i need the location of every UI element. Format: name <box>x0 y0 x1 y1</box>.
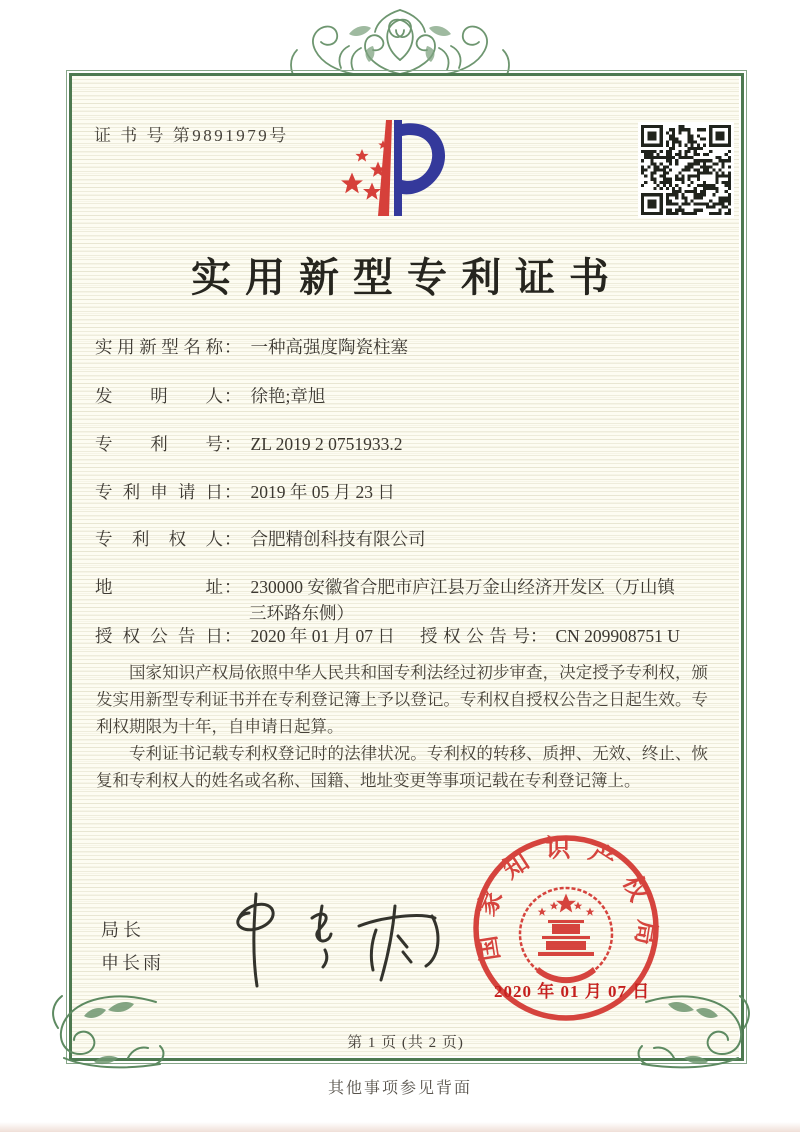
field-row-inventor: 发明人： 徐艳;章旭 <box>95 383 325 408</box>
field-value: 2019 年 05 月 23 日 <box>250 482 395 502</box>
field-label: 专利号 <box>95 434 223 454</box>
field-row-patent-number: 专利号： ZL 2019 2 0751933.2 <box>95 431 402 456</box>
field-row-patentee: 专利权人： 合肥精创科技有限公司 <box>95 526 426 551</box>
seal-date: 2020 年 01 月 07 日 <box>494 982 651 1001</box>
director-title: 局长 <box>101 920 145 940</box>
legal-paragraph-1: 国家知识产权局依照中华人民共和国专利法经过初步审查，决定授予专利权，颁发实用新型专利证书并在专利登记簿上予以登记。专利权自授权公告之日起生效。专利权期限为十年，自申请日起算。 <box>96 663 708 736</box>
qr-code <box>638 122 734 218</box>
field-value-address-line2: 三环路东侧） <box>249 603 354 623</box>
cnipa-logo-icon <box>336 112 466 224</box>
field-row-grant-date: 授权公告日： 2020 年 01 月 07 日 <box>95 623 395 648</box>
field-row-address: 地址： 230000 安徽省合肥市庐江县万金山经济开发区（万山镇 <box>95 574 675 599</box>
field-row-filing-date: 专利申请日： 2019 年 05 月 23 日 <box>95 479 395 504</box>
director-signature-icon <box>225 880 460 998</box>
field-value: 合肥精创科技有限公司 <box>250 529 426 549</box>
page-number: 第 1 页 (共 2 页) <box>347 1035 464 1051</box>
field-label: 授权公告号 <box>420 626 530 646</box>
legal-paragraph-2: 专利证书记载专利权登记时的法律状况。专利权的转移、质押、无效、终止、恢复和专利权人的姓名或名称、国籍、地址变更等事项记载在专利登记簿上。 <box>96 744 708 790</box>
field-value: 徐艳;章旭 <box>250 386 326 406</box>
field-label: 专利申请日 <box>95 482 223 502</box>
certificate-number: 证 书 号 第9891979号 <box>94 126 289 145</box>
certificate-title: 实用新型专利证书 <box>191 255 623 300</box>
field-row-name: 实用新型名称： 一种高强度陶瓷柱塞 <box>95 334 408 359</box>
field-value: 一种高强度陶瓷柱塞 <box>250 337 408 357</box>
field-label: 地址 <box>95 577 223 597</box>
seal-text: 国家知识产权局 <box>471 835 661 963</box>
field-value: ZL 2019 2 0751933.2 <box>250 434 403 454</box>
field-value: 230000 安徽省合肥市庐江县万金山经济开发区（万山镇 <box>250 577 675 597</box>
back-note: 其他事项参见背面 <box>327 1080 472 1097</box>
director-name: 申长雨 <box>101 953 164 973</box>
field-label: 实用新型名称 <box>95 337 223 357</box>
field-value: CN 209908751 U <box>555 626 680 646</box>
field-label: 专利权人 <box>95 529 223 549</box>
field-row-grant-number: 授权公告号： CN 209908751 U <box>420 623 680 648</box>
national-emblem <box>520 888 612 983</box>
field-label: 授权公告日 <box>95 626 223 646</box>
field-label: 发明人 <box>95 386 223 406</box>
legal-paragraphs <box>96 659 708 794</box>
field-value: 2020 年 01 月 07 日 <box>250 626 395 646</box>
